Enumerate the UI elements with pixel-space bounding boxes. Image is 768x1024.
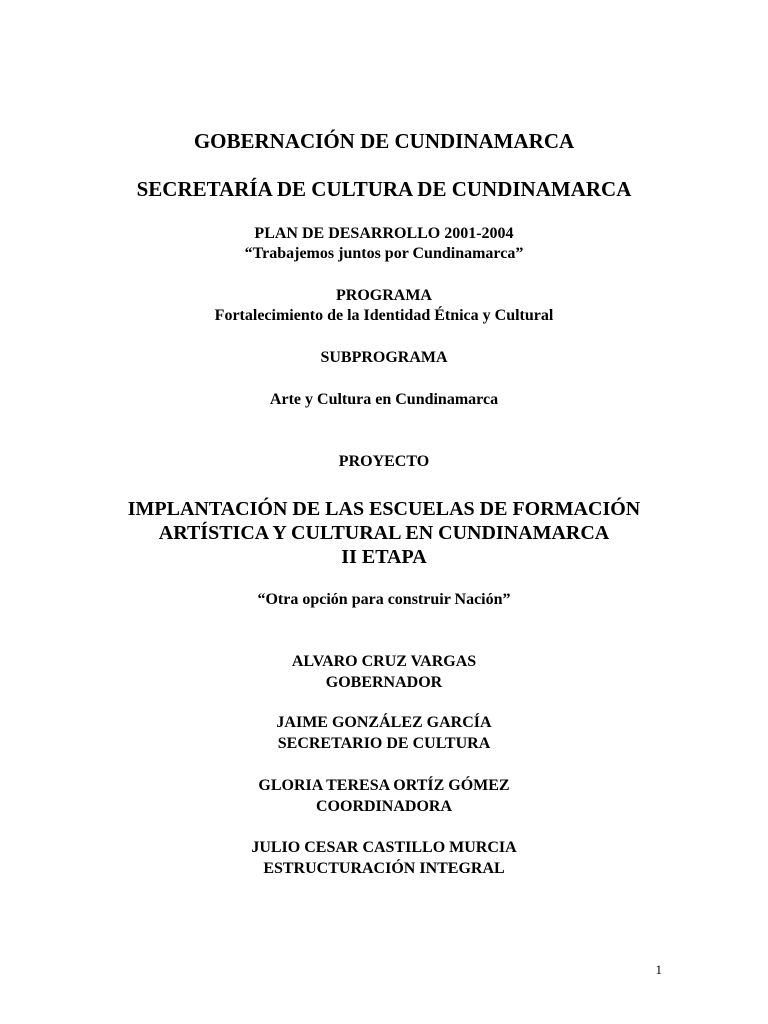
project-title-line: IMPLANTACIÓN DE LAS ESCUELAS DE FORMACIÓN xyxy=(127,498,641,520)
credit-name: JAIME GONZÁLEZ GARCÍA xyxy=(276,714,492,731)
program-label: PROGRAMA xyxy=(336,287,432,304)
credit-role: ESTRUCTURACIÓN INTEGRAL xyxy=(263,860,505,877)
page-number: 1 xyxy=(655,962,662,977)
credit-role: SECRETARIO DE CULTURA xyxy=(277,735,491,752)
credit-name: GLORIA TERESA ORTÍZ GÓMEZ xyxy=(258,777,510,794)
credit-name: JULIO CESAR CASTILLO MURCIA xyxy=(251,839,517,856)
subprogram-label: SUBPROGRAMA xyxy=(320,349,448,366)
project-title-line: II ETAPA xyxy=(341,546,427,568)
program-name: Fortalecimiento de la Identidad Étnica y Cultural xyxy=(214,307,554,324)
credit-role: GOBERNADOR xyxy=(325,674,443,691)
project-label: PROYECTO xyxy=(338,453,430,470)
plan-title: PLAN DE DESARROLLO 2001-2004 xyxy=(254,225,514,242)
project-slogan: “Otra opción para construir Nación” xyxy=(257,591,511,608)
secretariat-heading: SECRETARÍA DE CULTURA DE CUNDINAMARCA xyxy=(136,177,632,201)
government-heading: GOBERNACIÓN DE CUNDINAMARCA xyxy=(193,129,575,153)
credit-role: COORDINADORA xyxy=(316,798,452,815)
project-title-line: ARTÍSTICA Y CULTURAL EN CUNDINAMARCA xyxy=(158,522,610,544)
credit-name: ALVARO CRUZ VARGAS xyxy=(291,653,477,670)
subprogram-name: Arte y Cultura en Cundinamarca xyxy=(269,391,499,408)
plan-motto: “Trabajemos juntos por Cundinamarca” xyxy=(244,245,524,262)
